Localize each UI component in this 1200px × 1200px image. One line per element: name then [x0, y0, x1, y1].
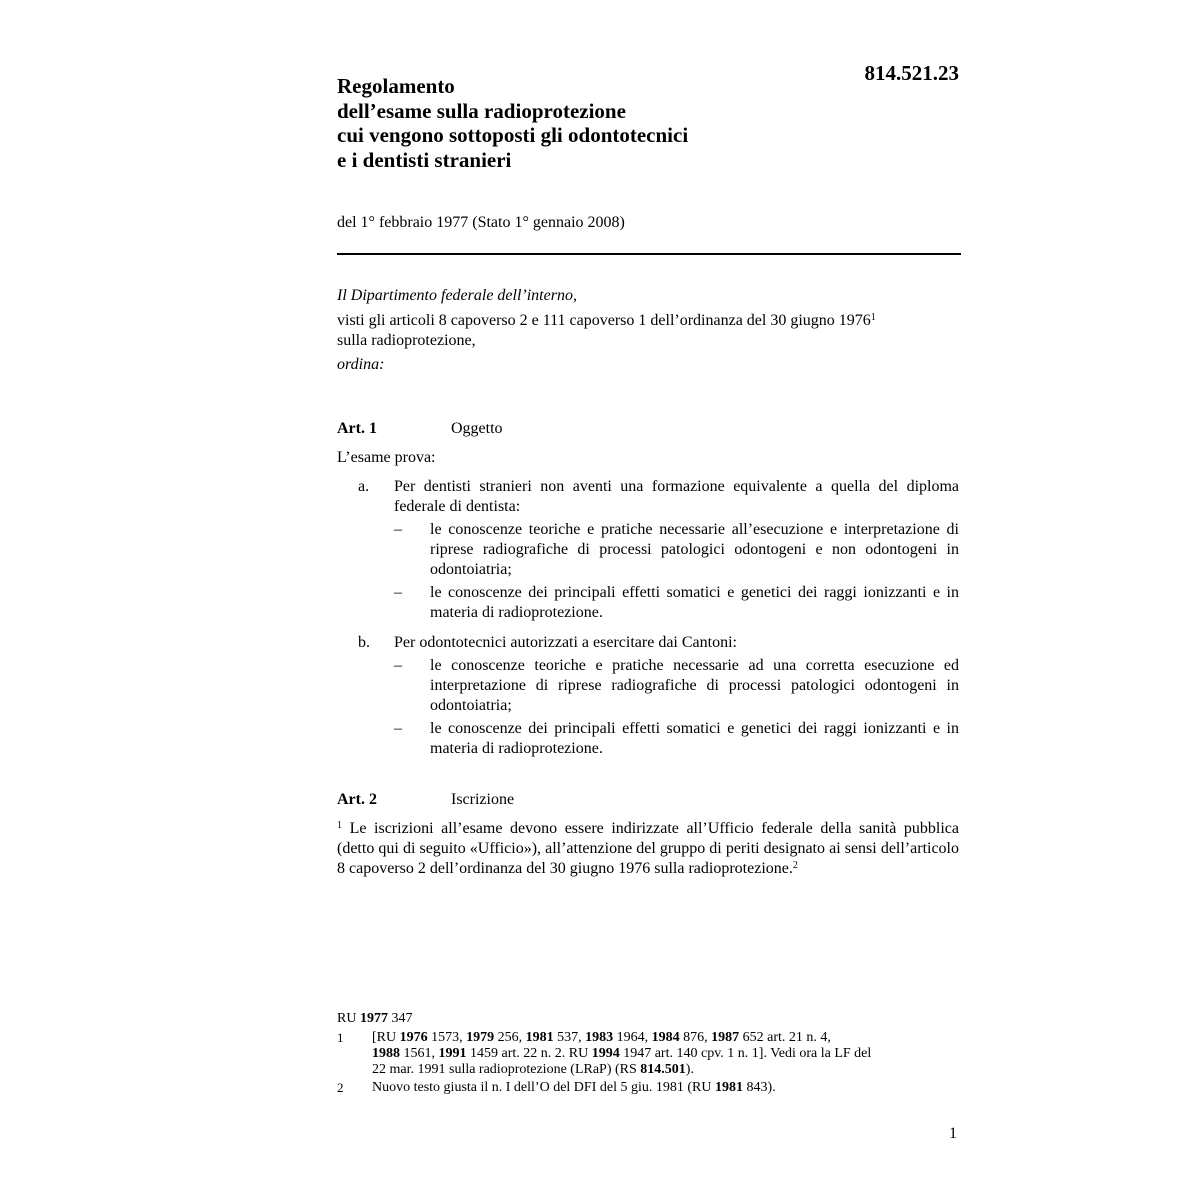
page-number: 1 — [949, 1125, 957, 1142]
paragraph-text: Le iscrizioni all’esame devono essere indirizzate all’Ufficio federale della sanità pubblica (detto qui di seguito «Ufficio»), all’attenzione del gruppo di periti designato ai sensi dell’articolo 8 capoverso 2 dell’ordinanza del 30 giugno 1976 sulla radioprotezione. — [337, 820, 959, 877]
footnote-run: 876, — [679, 1030, 712, 1045]
document-title — [337, 74, 857, 172]
footnote-ref: 1 — [870, 312, 876, 323]
list-item — [337, 633, 959, 653]
footnote-bold-ref: 1979 — [466, 1030, 495, 1045]
footnote-run: [RU — [372, 1030, 400, 1045]
sub-item-text: le conoscenze dei principali effetti somatici e genetici dei raggi ionizzanti e in materia di radioprotezione. — [430, 584, 959, 621]
footnote-run: 652 art. 21 n. 4, — [739, 1030, 831, 1045]
title-line: Regolamento — [337, 74, 455, 98]
footnote-bold-ref: 1983 — [585, 1030, 614, 1045]
title-line: e i dentisti stranieri — [337, 147, 512, 172]
sub-item — [337, 583, 959, 623]
footnote-line — [372, 1030, 959, 1046]
footnote-bold-ref: 814.501 — [640, 1062, 686, 1077]
footnote — [337, 1030, 959, 1078]
article-number: Art. 2 — [337, 791, 377, 808]
footnote-line — [372, 1046, 959, 1062]
article-heading — [337, 790, 514, 810]
dash-marker: – — [394, 720, 402, 737]
visti-text: visti gli articoli 8 capoverso 2 e 111 capoverso 1 dell’ordinanza del 30 giugno 1976 — [337, 312, 871, 329]
article-title: Oggetto — [451, 420, 503, 437]
footnote-run: 1561, — [400, 1046, 439, 1061]
sub-item-text: le conoscenze teoriche e pratiche necessarie all’esecuzione e interpretazione di riprese radiografiche di processi patologici odontogeni e non odontogeni in odontoiatria; — [430, 521, 959, 578]
preamble-authority: Il Dipartimento federale dell’interno, — [337, 287, 577, 304]
sub-item-text: le conoscenze dei principali effetti somatici e genetici dei raggi ionizzanti e in materia di radioprotezione. — [430, 720, 959, 757]
date-line: del 1° febbraio 1977 (Stato 1° gennaio 2008) — [337, 214, 625, 231]
article-title: Iscrizione — [451, 791, 515, 808]
footnote-line — [372, 1062, 959, 1078]
sub-item — [337, 719, 959, 759]
ru-reference — [337, 1010, 412, 1028]
sub-item — [337, 520, 959, 580]
footnote-number: 1 — [337, 1030, 344, 1045]
footnote-text — [337, 1080, 959, 1096]
ru-prefix: RU — [337, 1011, 357, 1026]
article-intro: L’esame prova: — [337, 449, 436, 466]
article-paragraph — [337, 819, 959, 879]
footnote-bold-ref: 1976 — [399, 1030, 428, 1045]
list-item-b — [337, 633, 959, 759]
sub-item-text: le conoscenze teoriche e pratiche necessarie ad una corretta esecuzione ed interpretazione di riprese radiografiche di processi patologici odontogeni in odontoiatria; — [430, 657, 959, 714]
footnote-run: ). — [685, 1062, 694, 1077]
ru-year: 1977 — [359, 1011, 388, 1026]
article-number: Art. 1 — [337, 420, 377, 437]
sr-number: 814.521.23 — [864, 61, 959, 85]
visti-text-continued: sulla radioprotezione, — [337, 332, 476, 349]
footnote-bold-ref: 1981 — [714, 1080, 743, 1095]
footnote-run: 1964, — [613, 1030, 652, 1045]
preamble-ordina: ordina: — [337, 356, 385, 373]
list-item — [337, 477, 959, 517]
dash-marker: – — [394, 657, 402, 674]
footnote-ref: 2 — [792, 860, 798, 871]
footnote-run: 843). — [742, 1080, 776, 1095]
dash-marker: – — [394, 521, 402, 538]
preamble-visti — [337, 311, 959, 351]
footnote-run: 1459 art. 22 n. 2. RU — [466, 1046, 592, 1061]
preamble — [337, 286, 959, 375]
footnote-bold-ref: 1981 — [525, 1030, 554, 1045]
footnote-bold-ref: 1994 — [591, 1046, 620, 1061]
footnote-bold-ref: 1984 — [651, 1030, 680, 1045]
item-text: Per dentisti stranieri non aventi una formazione equivalente a quella del diploma federale di dentista: — [394, 478, 959, 515]
footnote-run: 1573, — [427, 1030, 467, 1045]
footnote-run: 537, — [553, 1030, 586, 1045]
title-line: cui vengono sottoposti gli odontotecnici — [337, 123, 689, 147]
footnote-run: Nuovo testo giusta il n. I dell’O del DFI del 5 giu. 1981 (RU — [372, 1080, 715, 1095]
footnote-bold-ref: 1987 — [711, 1030, 740, 1045]
footnote-bold-ref: 1991 — [438, 1046, 467, 1061]
footnote-run: 22 mar. 1991 sulla radioprotezione (LRaP) (RS — [372, 1062, 641, 1077]
list-item-a — [337, 477, 959, 623]
footnote-bold-ref: 1988 — [372, 1046, 400, 1061]
footnote-number: 2 — [337, 1080, 344, 1095]
title-line: dell’esame sulla radioprotezione — [337, 98, 626, 123]
footnote-text — [337, 1030, 959, 1078]
ru-page: 347 — [391, 1011, 413, 1026]
dash-marker: – — [394, 584, 402, 601]
article-heading — [337, 419, 503, 439]
item-letter: a. — [358, 478, 370, 495]
item-letter: b. — [358, 634, 370, 651]
footnote-run: 256, — [494, 1030, 526, 1045]
footnote-line — [372, 1080, 959, 1096]
sub-item — [337, 656, 959, 716]
footnote-run: 1947 art. 140 cpv. 1 n. 1]. Vedi ora la LF del — [619, 1046, 872, 1061]
paragraph-number: 1 — [337, 820, 342, 831]
header-divider — [337, 253, 961, 255]
item-text: Per odontotecnici autorizzati a esercitare dai Cantoni: — [394, 634, 737, 651]
footnote — [337, 1080, 959, 1096]
document-page — [337, 0, 959, 1200]
